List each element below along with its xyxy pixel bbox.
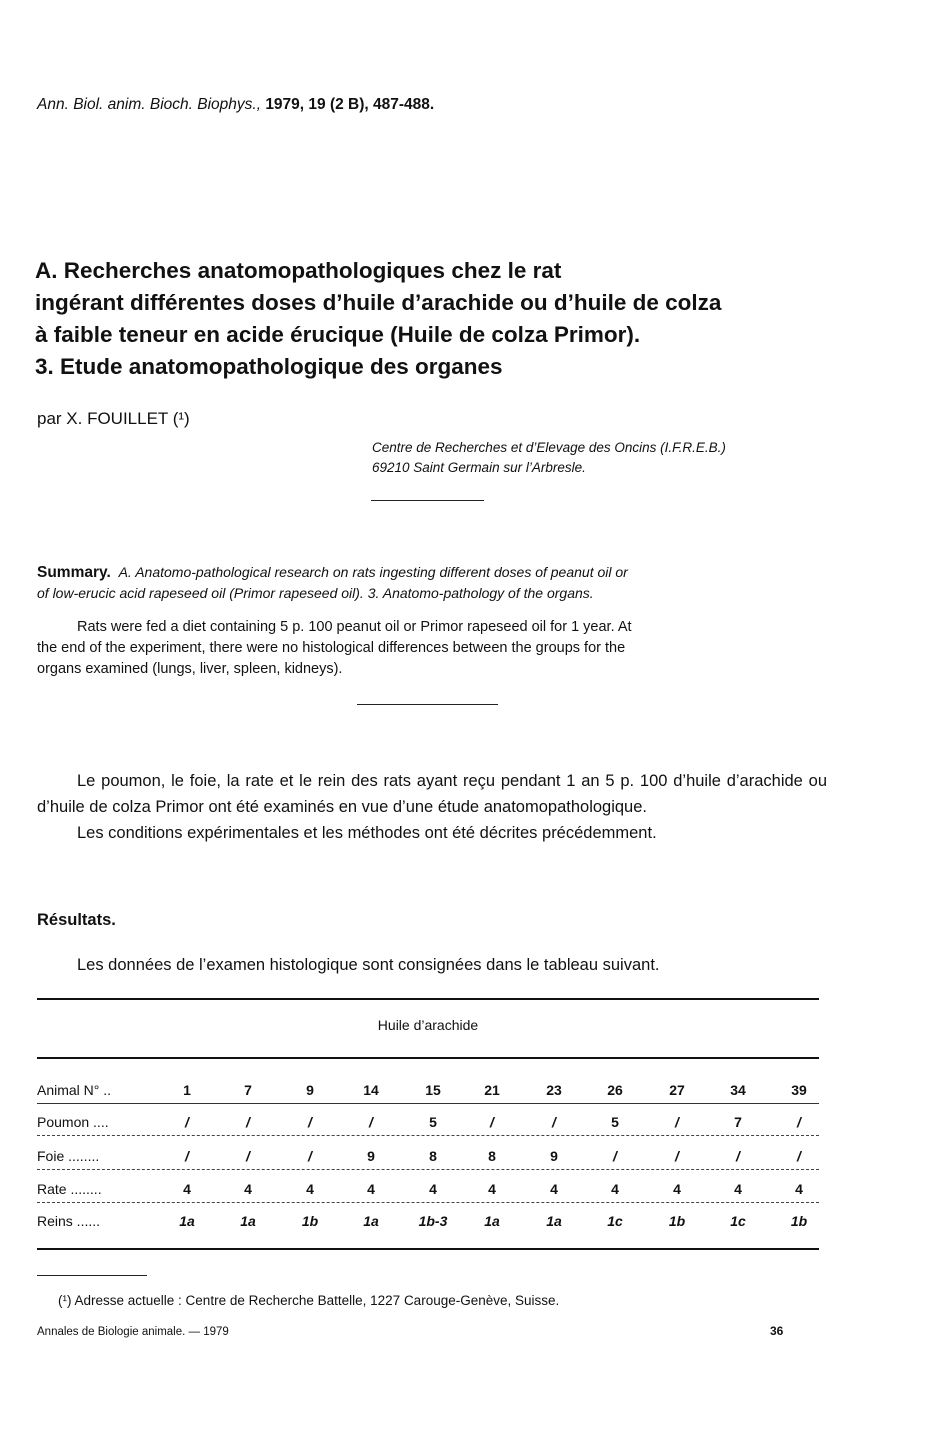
results-intro: Les données de l’examen histologique sont consignées dans le tableau suivant. <box>77 956 660 974</box>
footnote: (¹) Adresse actuelle : Centre de Recherche Battelle, 1227 Carouge-Genève, Suisse. <box>58 1293 560 1308</box>
table-cell: 9 <box>550 1148 558 1164</box>
divider-2 <box>357 704 498 705</box>
table-cell: 5 <box>429 1114 437 1130</box>
table-cell: / <box>797 1114 801 1130</box>
results-heading: Résultats. <box>37 911 116 929</box>
summary-line-2: of low-erucic acid rapeseed oil (Primor rapeseed oil). 3. Anatomo-pathology of the organs. <box>37 585 594 601</box>
author-line: par X. FOUILLET (¹) <box>37 409 190 428</box>
table-cell: / <box>185 1114 189 1130</box>
journal-name: Ann. Biol. anim. Bioch. Biophys., <box>37 96 266 113</box>
table-cell: 23 <box>546 1082 562 1098</box>
abstract-line-2: the end of the experiment, there were no histological differences between the groups for the <box>37 640 626 656</box>
page-number: 36 <box>770 1324 784 1338</box>
affiliation <box>372 438 726 478</box>
table-cell: 27 <box>669 1082 685 1098</box>
table-cell: 8 <box>488 1148 496 1164</box>
table-cell: 4 <box>429 1181 437 1197</box>
row-separator <box>37 1202 819 1203</box>
abstract-line-1: Rats were fed a diet containing 5 p. 100 peanut oil or Primor rapeseed oil for 1 year. At <box>77 619 632 635</box>
table-header-rule <box>37 1057 819 1059</box>
table-cell: 8 <box>429 1148 437 1164</box>
table-cell: 1a <box>484 1213 500 1229</box>
table-cell: 4 <box>795 1181 803 1197</box>
table-cell: 21 <box>484 1082 500 1098</box>
table-cell: 1 <box>183 1082 191 1098</box>
table-row <box>37 1110 819 1136</box>
body-paragraph-1: Le poumon, le foie, la rate et le rein des rats ayant reçu pendant 1 an 5 p. 100 d’huile d’arachide ou d’huile de colza Primor ont été examinés en vue d’une étude anatomopathologique. <box>37 772 827 816</box>
row-label: Rate ........ <box>37 1181 102 1197</box>
table-cell: 4 <box>367 1181 375 1197</box>
table-cell: / <box>675 1148 679 1164</box>
title-line-4: 3. Etude anatomopathologique des organes <box>35 354 503 379</box>
table-cell: / <box>308 1148 312 1164</box>
table-cell: / <box>552 1114 556 1130</box>
table-row <box>37 1144 819 1170</box>
body-paragraph-2: Les conditions expérimentales et les méthodes ont été décrites précédemment. <box>77 824 657 842</box>
journal-reference <box>37 96 434 114</box>
table-cell: / <box>797 1148 801 1164</box>
table-cell: 4 <box>306 1181 314 1197</box>
row-separator <box>37 1103 819 1104</box>
abstract <box>37 617 827 680</box>
row-label: Foie ........ <box>37 1148 100 1164</box>
table-cell: 1a <box>546 1213 562 1229</box>
title-line-2: ingérant différentes doses d’huile d’arachide ou d’huile de colza <box>35 290 722 315</box>
table-cell: / <box>369 1114 373 1130</box>
table-cell: 4 <box>183 1181 191 1197</box>
table-cell: / <box>490 1114 494 1130</box>
table-cell: 4 <box>488 1181 496 1197</box>
table-cell: / <box>736 1148 740 1164</box>
summary-label: Summary. <box>37 564 111 581</box>
table-bottom-rule <box>37 1248 819 1250</box>
table-cell: 4 <box>244 1181 252 1197</box>
table-cell: 26 <box>607 1082 623 1098</box>
row-separator <box>37 1135 819 1136</box>
table-cell: 1b <box>301 1213 319 1229</box>
footnote-rule <box>37 1275 147 1276</box>
table-cell: 1a <box>240 1213 256 1229</box>
table-cell: 4 <box>550 1181 558 1197</box>
table-cell: / <box>308 1114 312 1130</box>
table-cell: 9 <box>367 1148 375 1164</box>
divider-1 <box>371 500 484 501</box>
row-separator <box>37 1169 819 1170</box>
table-cell: 1b-3 <box>418 1213 448 1229</box>
table-cell: 34 <box>730 1082 746 1098</box>
table-cell: 5 <box>611 1114 619 1130</box>
table-cell: / <box>246 1148 250 1164</box>
footer-journal: Annales de Biologie animale. — 1979 <box>37 1326 229 1338</box>
table-cell: / <box>675 1114 679 1130</box>
table-cell: 1b <box>790 1213 808 1229</box>
table-cell: 1a <box>179 1213 195 1229</box>
table-cell: 4 <box>734 1181 742 1197</box>
summary-line-1: A. Anatomo-pathological research on rats ingesting different doses of peanut oil or <box>118 564 628 580</box>
affiliation-line-1: Centre de Recherches et d’Elevage des Oncins (I.F.R.E.B.) <box>372 440 726 455</box>
table-group-label: Huile d’arachide <box>377 1017 479 1033</box>
table-cell: / <box>185 1148 189 1164</box>
table-row <box>37 1209 819 1235</box>
table-cell: 1a <box>363 1213 379 1229</box>
table-cell: 7 <box>244 1082 252 1098</box>
row-label: Animal N° .. <box>37 1082 112 1098</box>
title-line-3: à faible teneur en acide érucique (Huile de colza Primor). <box>35 322 641 347</box>
table-cell: 4 <box>611 1181 619 1197</box>
table-cell: 39 <box>791 1082 807 1098</box>
table-cell: 9 <box>306 1082 314 1098</box>
journal-volume: 1979, 19 (2 B), 487-488. <box>265 96 435 113</box>
table-cell: 1c <box>730 1213 746 1229</box>
table-row <box>37 1177 819 1203</box>
title-line-1: A. Recherches anatomopathologiques chez le rat <box>35 258 562 283</box>
body-text <box>37 768 827 846</box>
article-title <box>35 255 835 383</box>
summary-block <box>37 562 827 603</box>
affiliation-line-2: 69210 Saint Germain sur l’Arbresle. <box>372 460 586 475</box>
row-label: Reins ...... <box>37 1213 101 1229</box>
table-top-rule <box>37 998 819 1000</box>
table-cell: / <box>613 1148 617 1164</box>
table-cell: 1b <box>668 1213 686 1229</box>
table-cell: 7 <box>734 1114 742 1130</box>
row-label: Poumon .... <box>37 1114 109 1130</box>
table-cell: 4 <box>673 1181 681 1197</box>
table-cell: 14 <box>363 1082 379 1098</box>
table-row <box>37 1078 819 1104</box>
table-cell: / <box>246 1114 250 1130</box>
table-cell: 15 <box>425 1082 441 1098</box>
table-cell: 1c <box>607 1213 623 1229</box>
abstract-line-3: organs examined (lungs, liver, spleen, kidneys). <box>37 661 343 677</box>
